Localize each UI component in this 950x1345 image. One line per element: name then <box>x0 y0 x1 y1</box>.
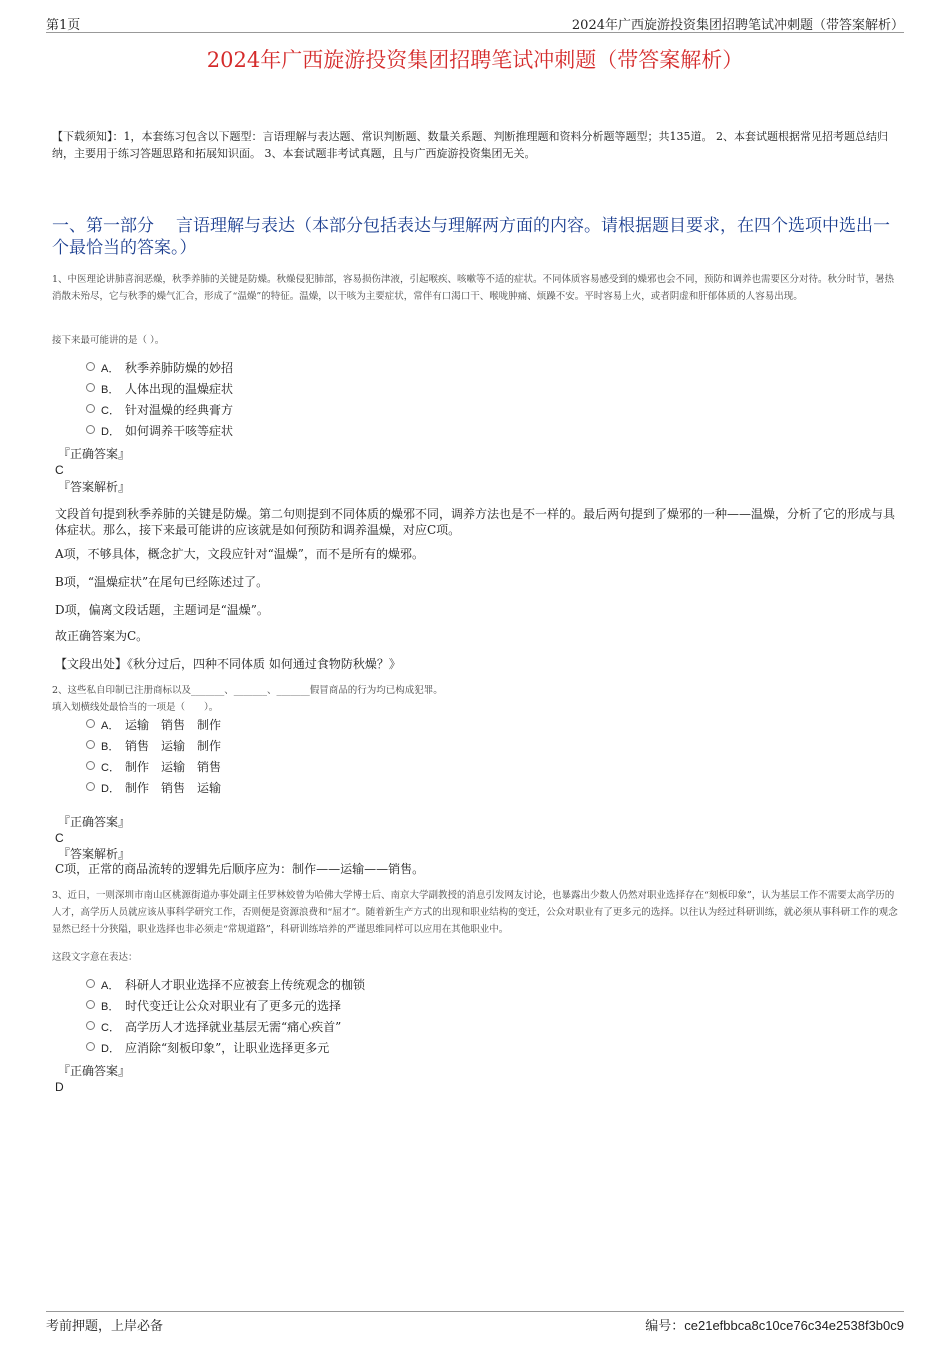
question-3-prompt: 这段文字意在表达： <box>52 952 138 963</box>
question-2-prompt: 填入划横线处最恰当的一项是（ ）。 <box>52 702 219 713</box>
analysis-label: 『答案解析』 <box>58 847 131 861</box>
option-d[interactable]: D． 如何调养干咳等症状 <box>86 421 233 442</box>
option-a[interactable]: A． 秋季养肺防燥的妙招 <box>86 358 233 379</box>
radio-icon[interactable] <box>86 761 95 770</box>
option-b[interactable]: B． 销售 运输 制作 <box>86 736 221 757</box>
question-2-analysis: C项，正常的商品流转的逻辑先后顺序应为：制作——运输——销售。 <box>55 862 425 876</box>
radio-icon[interactable] <box>86 425 95 434</box>
option-c[interactable]: C． 制作 运输 销售 <box>86 757 221 778</box>
question-1-analysis-b: B项，“温燥症状”在尾句已经陈述过了。 <box>55 575 269 589</box>
radio-icon[interactable] <box>86 1021 95 1030</box>
answer-label: 『正确答案』 <box>58 1064 131 1078</box>
question-1-conclusion: 故正确答案为C。 <box>55 629 149 643</box>
option-b[interactable]: B． 人体出现的温燥症状 <box>86 379 233 400</box>
page-title: 2024年广西旋游投资集团招聘笔试冲刺题（带答案解析） <box>206 48 744 72</box>
question-1-prompt: 接下来最可能讲的是（ ）。 <box>52 335 165 346</box>
option-d[interactable]: D． 制作 销售 运输 <box>86 778 221 799</box>
footer-slogan: 考前押题，上岸必备 <box>46 1319 164 1334</box>
question-1-answer: C <box>55 463 64 477</box>
option-c[interactable]: C． 针对温燥的经典膏方 <box>86 400 233 421</box>
radio-icon[interactable] <box>86 1000 95 1009</box>
page-number: 第1页 <box>46 18 81 33</box>
radio-icon[interactable] <box>86 979 95 988</box>
question-2-stem: 2、这些私自印制已注册商标以及_______、_______、_______假冒商品的行为均已构成犯罪。 <box>52 685 443 696</box>
header-doc-title: 2024年广西旋游投资集团招聘笔试冲刺题（带答案解析） <box>571 18 904 33</box>
radio-icon[interactable] <box>86 383 95 392</box>
radio-icon[interactable] <box>86 1042 95 1051</box>
section-heading-part1: 一、第一部分 <box>52 216 154 236</box>
answer-label: 『正确答案』 <box>58 447 131 461</box>
question-2-options <box>86 715 221 799</box>
question-2-answer: C <box>55 831 64 845</box>
radio-icon[interactable] <box>86 404 95 413</box>
question-1-source: 【文段出处】《秋分过后，四种不同体质 如何通过食物防秋燥？》 <box>55 657 401 671</box>
question-1-analysis-main: 文段首句提到秋季养肺的关键是防燥。第二句则提到不同体质的燥邪不同，调养方法也是不一样的。最后两句提到了燥邪的一种——温燥，分析了它的形成与具体症状。那么，接下来最可能讲的应该就是如何预防和调养温燥，对应C项。 <box>55 507 896 537</box>
option-d[interactable]: D． 应消除“刻板印象”，让职业选择更多元 <box>86 1038 365 1059</box>
option-a[interactable]: A． 运输 销售 制作 <box>86 715 221 736</box>
section-heading <box>52 215 902 259</box>
answer-label: 『正确答案』 <box>58 815 131 829</box>
section-heading-part2: 言语理解与表达（本部分包括表达与理解两方面的内容。请根据题目要求，在四个选项中选出一个最恰当的答案。） <box>52 216 890 258</box>
question-3-answer: D <box>55 1080 64 1094</box>
download-notice: 【下载须知】：1，本套练习包含以下题型：言语理解与表达题、常识判断题、数量关系题、判断推理题和资料分析题等题型；共135道。 2、本套试题根据常见招考题总结归纳，主要用于练习答题思路和拓展知识面。 3、本套试题非考试真题，且与广西旋游投资集团无关。 <box>52 130 888 160</box>
page-footer <box>46 1311 904 1332</box>
option-a[interactable]: A． 科研人才职业选择不应被套上传统观念的枷锁 <box>86 975 365 996</box>
radio-icon[interactable] <box>86 782 95 791</box>
radio-icon[interactable] <box>86 362 95 371</box>
question-3-options <box>86 975 365 1059</box>
question-3-stem: 3、近日，一则深圳市南山区桃源街道办事处副主任罗林姣曾为哈佛大学博士后、南京大学副教授的消息引发网友讨论，也暴露出少数人仍然对职业选择存在“刻板印象”，认为基层工作不需要太高学历的人才，高学历人员就应该从事科学研究工作，否则便是资源浪费和“屈才”。随着新生产方式的出现和职业结构的变迁，公众对职业有了更多元的选择。以往认为经过科研训练，就必须从事科研工作的观念显然已经十分狭隘，职业选择也非必须走“常规道路”，科研训练培养的严谨思维同样可以应用在其他职业中。 <box>52 890 898 935</box>
radio-icon[interactable] <box>86 740 95 749</box>
question-1-analysis-d: D项，偏离文段话题，主题词是“温燥”。 <box>55 603 269 617</box>
radio-icon[interactable] <box>86 719 95 728</box>
option-b[interactable]: B． 时代变迁让公众对职业有了更多元的选择 <box>86 996 365 1017</box>
document-code: 编号：ce21efbbca8c10ce76c34e2538f3b0c9 <box>645 1318 904 1334</box>
question-1-analysis-a: A项，不够具体，概念扩大，文段应针对“温燥”，而不是所有的燥邪。 <box>55 547 424 561</box>
option-c[interactable]: C． 高学历人才选择就业基层无需“痛心疾首” <box>86 1017 365 1038</box>
question-1-stem: 1、中医理论讲肺喜润恶燥，秋季养肺的关键是防燥。秋燥侵犯肺部，容易损伤津液，引起喉疾、咳嗽等不适的症状。不同体质容易感受到的燥邪也会不同，预防和调养也需要区分对待。秋分时节，暑热消散未殆尽，它与秋季的燥气汇合，形成了“温燥”的特征。温燥，以干咳为主要症状，常伴有口渴口干、喉咙肿痛、烦躁不安。平时容易上火，或者阴虚和肝郁体质的人容易出现。 <box>52 274 895 302</box>
analysis-label: 『答案解析』 <box>58 480 131 494</box>
page-header <box>46 14 904 33</box>
question-1-options <box>86 358 233 442</box>
